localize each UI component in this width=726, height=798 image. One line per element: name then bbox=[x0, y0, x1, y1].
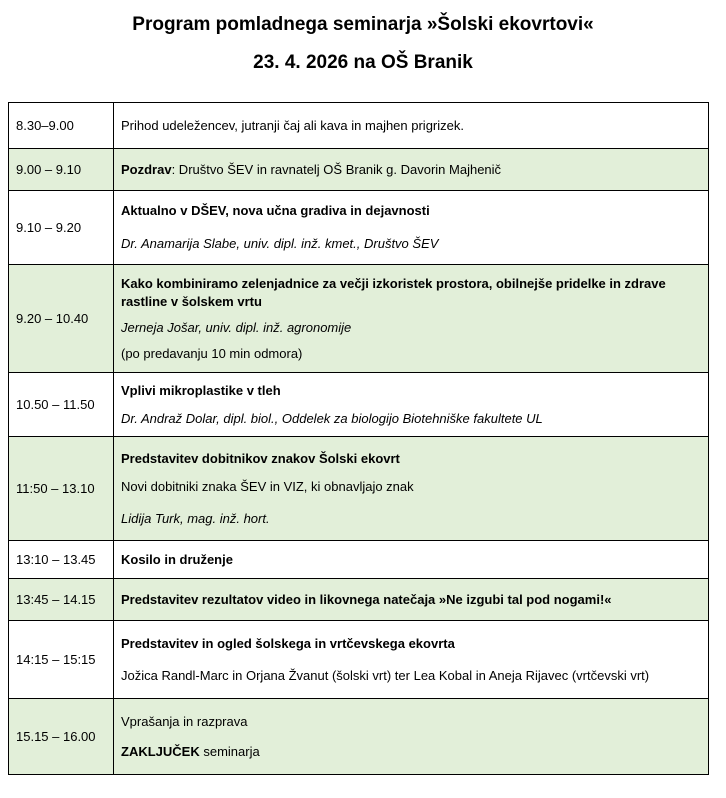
row-text: Jožica Randl-Marc in Orjana Žvanut (šolski vrt) ter Lea Kobal in Aneja Rijavec (vrtčevski vrt) bbox=[121, 667, 650, 683]
row-speaker: Lidija Turk, mag. inž. hort. bbox=[121, 510, 270, 526]
program-row bbox=[9, 149, 709, 191]
row-bold-text: Kako kombiniramo zelenjadnice za večji izkoristek prostora, obilnejše pridelke in zdrave rastline v šolskem vrtu bbox=[121, 275, 666, 309]
row-time: 8.30–9.00 bbox=[9, 103, 114, 149]
row-bold-text: Predstavitev dobitnikov znakov Šolski ekovrt bbox=[121, 450, 400, 466]
program-title: Program pomladnega seminarja »Šolski ekovrtovi« bbox=[132, 14, 594, 35]
program-row bbox=[9, 621, 709, 699]
row-content bbox=[114, 149, 709, 191]
row-content bbox=[114, 437, 709, 541]
row-content bbox=[114, 621, 709, 699]
row-time: 11:50 – 13.10 bbox=[9, 437, 114, 541]
row-content bbox=[114, 579, 709, 621]
program-row bbox=[9, 373, 709, 437]
row-time: 9.10 – 9.20 bbox=[9, 191, 114, 265]
row-text: Vprašanja in razprava bbox=[121, 713, 248, 729]
row-time: 13:10 – 13.45 bbox=[9, 541, 114, 579]
row-bold-text: Vplivi mikroplastike v tleh bbox=[121, 382, 281, 398]
row-content bbox=[114, 191, 709, 265]
program-row bbox=[9, 579, 709, 621]
program-date: 23. 4. 2026 na OŠ Branik bbox=[253, 52, 473, 73]
program-row bbox=[9, 191, 709, 265]
program-row bbox=[9, 265, 709, 373]
row-bold-text: Kosilo in druženje bbox=[121, 551, 233, 567]
row-speaker: Dr. Anamarija Slabe, univ. dipl. inž. kmet., Društvo ŠEV bbox=[121, 236, 439, 251]
program-row bbox=[9, 103, 709, 149]
row-text: Novi dobitniki znaka ŠEV in VIZ, ki obnavljajo znak bbox=[121, 478, 414, 494]
row-time: 9.00 – 9.10 bbox=[9, 149, 114, 191]
row-content bbox=[114, 699, 709, 775]
row-bold-text: Pozdrav bbox=[121, 161, 172, 177]
program-row bbox=[9, 699, 709, 775]
row-time: 10.50 – 11.50 bbox=[9, 373, 114, 437]
row-content bbox=[114, 103, 709, 149]
row-bold-text: ZAKLJUČEK bbox=[121, 743, 200, 759]
row-time: 14:15 – 15:15 bbox=[9, 621, 114, 699]
row-content bbox=[114, 265, 709, 373]
row-speaker: Dr. Andraž Dolar, dipl. biol., Oddelek za biologijo Biotehniške fakultete UL bbox=[121, 410, 543, 426]
row-content bbox=[114, 541, 709, 579]
row-time: 15.15 – 16.00 bbox=[9, 699, 114, 775]
row-bold-text: Predstavitev rezultatov video in likovnega natečaja »Ne izgubi tal pod nogami!« bbox=[121, 591, 612, 607]
row-bold-text: Predstavitev in ogled šolskega in vrtčevskega ekovrta bbox=[121, 635, 455, 651]
row-content bbox=[114, 373, 709, 437]
program-row bbox=[9, 541, 709, 579]
row-text: : Društvo ŠEV in ravnatelj OŠ Branik g. Davorin Majhenič bbox=[171, 161, 502, 177]
row-speaker: Jerneja Jošar, univ. dipl. inž. agronomije bbox=[121, 319, 352, 335]
row-note: (po predavanju 10 min odmora) bbox=[121, 345, 303, 361]
program-table bbox=[8, 102, 709, 775]
row-text: Prihod udeležencev, jutranji čaj ali kava in majhen prigrizek. bbox=[121, 117, 464, 133]
row-bold-text: Aktualno v DŠEV, nova učna gradiva in dejavnosti bbox=[121, 203, 430, 218]
row-text: seminarja bbox=[199, 743, 260, 759]
row-time: 9.20 – 10.40 bbox=[9, 265, 114, 373]
program-row bbox=[9, 437, 709, 541]
row-time: 13:45 – 14.15 bbox=[9, 579, 114, 621]
